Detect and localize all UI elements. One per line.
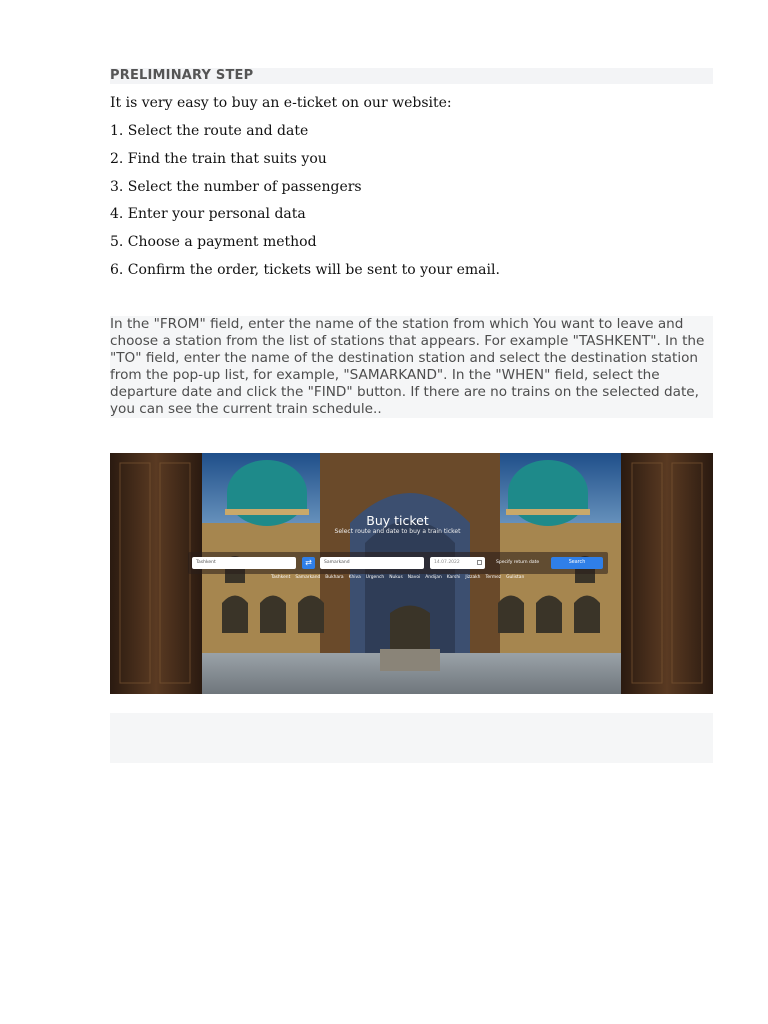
- intro-text: It is very easy to buy an e-ticket on our website:: [110, 95, 452, 111]
- swap-stations-button[interactable]: [302, 557, 315, 569]
- date-value: 14.07.2022: [434, 560, 460, 565]
- step-item: 4. Enter your personal data: [110, 206, 306, 223]
- step-item: 3. Select the number of passengers: [110, 178, 362, 195]
- city-link[interactable]: Termez: [485, 575, 502, 580]
- step-item: 6. Confirm the order, tickets will be sent to your email.: [110, 261, 500, 278]
- step-item: 2. Find the train that suits you: [110, 150, 327, 167]
- city-link[interactable]: Bukhara: [325, 575, 344, 580]
- departure-date-field[interactable]: [430, 557, 485, 569]
- city-link[interactable]: Khiva: [348, 575, 361, 580]
- step-item: 1. Select the route and date: [110, 123, 309, 139]
- section-heading: PRELIMINARY STEP: [110, 68, 254, 83]
- city-link[interactable]: Karshi: [446, 575, 461, 580]
- city-link[interactable]: Jizzakh: [465, 575, 481, 580]
- hero-subtitle: Select route and date to buy a train ticket: [334, 528, 461, 535]
- step-item: 5. Choose a payment method: [110, 234, 317, 251]
- return-date-link[interactable]: Specify return date: [496, 560, 540, 565]
- city-link[interactable]: Samarkand: [295, 575, 321, 580]
- empty-content-box: [110, 713, 713, 763]
- hero-title: Buy ticket: [366, 513, 429, 528]
- instructions-paragraph: In the "FROM" field, enter the name of the station from which You want to leave and choose a station from the list of stations that appears. For example "TASHKENT". In the "TO" field, enter the name of the destination station and select the destination station from the pop-up list, for example, "SAMARKAND". In the "WHEN" field, select the departure date and click the "FIND" button. If there are no trains on the selected date, you can see the current train schedule..: [110, 316, 713, 418]
- city-link[interactable]: Gulistan: [506, 575, 525, 580]
- city-link[interactable]: Andijan: [425, 575, 442, 580]
- steps-list: [110, 122, 500, 289]
- swap-icon: ⇄: [305, 558, 312, 567]
- from-station-field[interactable]: Tashkent: [192, 557, 296, 569]
- city-link[interactable]: Nukus: [389, 575, 403, 580]
- city-link[interactable]: Navoi: [407, 575, 421, 580]
- booking-screenshot: [110, 453, 713, 694]
- city-link[interactable]: Urgench: [365, 575, 385, 580]
- popular-cities-list: [271, 575, 524, 580]
- city-link[interactable]: Tashkent: [271, 575, 291, 580]
- to-station-field[interactable]: Samarkand: [320, 557, 424, 569]
- calendar-icon: [477, 560, 482, 565]
- search-button[interactable]: Search: [551, 557, 603, 569]
